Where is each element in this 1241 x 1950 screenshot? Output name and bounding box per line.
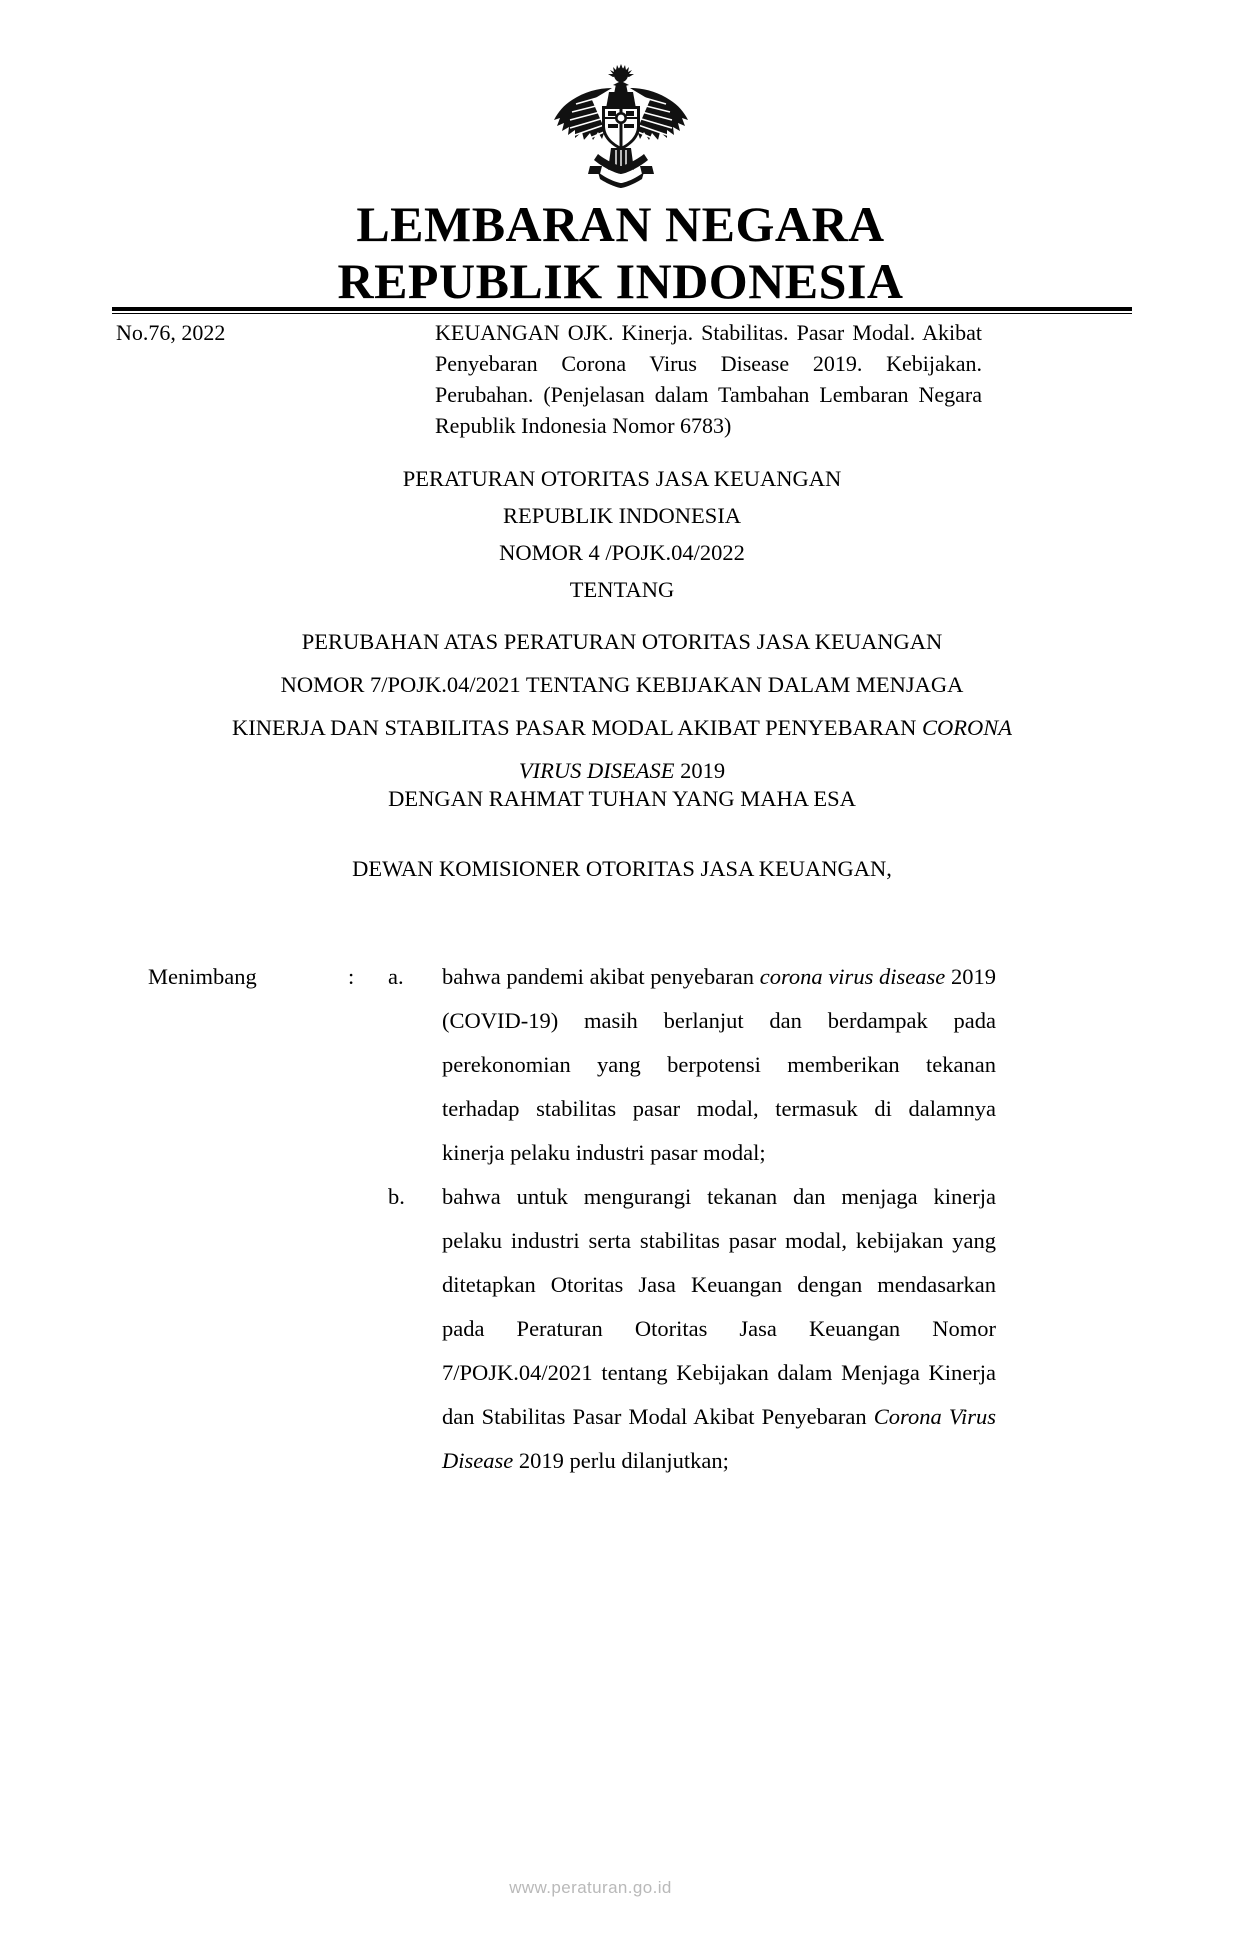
- subject-line-4-plain: 2019: [674, 758, 726, 783]
- footer-watermark-text: www.peraturan.go.id: [509, 1878, 672, 1897]
- considerations-label: Menimbang: [148, 964, 257, 989]
- consideration-b-part-1: bahwa untuk mengurangi tekanan dan menjaga kinerja pelaku industri serta stabilitas pasar modal, kebijakan yang ditetapkan Otoritas Jasa Keuangan dengan mendasarkan pada Peraturan Otoritas Jasa Keuangan Nomor 7/POJK.04/2021 tentang Kebijakan dalam Menjaga Kinerja dan Stabilitas Pasar Modal Akibat Penyebaran: [442, 1184, 996, 1429]
- consideration-marker-a: a.: [388, 964, 404, 989]
- gazette-abstract: KEUANGAN OJK. Kinerja. Stabilitas. Pasar Modal. Akibat Penyebaran Corona Virus Disease 2019. Kebijakan. Perubahan. (Penjelasan dalam Tambahan Lembaran Negara Republik Indonesia Nomor 6783): [435, 320, 982, 438]
- subject-line-3: [112, 706, 1132, 749]
- consideration-text-b: [442, 1175, 996, 1483]
- gazette-number: No.76, 2022: [116, 320, 226, 345]
- considerations-colon: :: [348, 964, 355, 989]
- subject-line-4-italic: VIRUS DISEASE: [518, 758, 675, 783]
- regulation-subject: [112, 620, 1132, 792]
- title-tentang: TENTANG: [569, 577, 675, 602]
- invocation-line-1: DENGAN RAHMAT TUHAN YANG MAHA ESA: [388, 786, 856, 811]
- masthead-line-2: REPUBLIK INDONESIA: [337, 253, 904, 309]
- masthead-line-1: LEMBARAN NEGARA: [356, 196, 885, 252]
- consideration-item-b: [112, 1175, 1132, 1483]
- masthead-divider: [112, 307, 1132, 314]
- subject-line-3-plain: KINERJA DAN STABILITAS PASAR MODAL AKIBAT PENYEBARAN: [231, 715, 922, 740]
- subject-line-3-italic: CORONA: [922, 715, 1012, 740]
- garuda-pancasila-emblem: [546, 62, 696, 190]
- subject-line-1: PERUBAHAN ATAS PERATURAN OTORITAS JASA KEUANGAN: [301, 629, 943, 654]
- consideration-text-a: [442, 955, 996, 1175]
- regulation-title-block: [112, 460, 1132, 792]
- page-title: [0, 196, 1241, 310]
- consideration-b-part-2: 2019 perlu dilanjutkan;: [513, 1448, 729, 1473]
- consideration-a-part-2: 2019 (COVID-19) masih berlanjut dan berdampak pada perekonomian yang berpotensi memberikan tekanan terhadap stabilitas pasar modal, termasuk di dalamnya kinerja pelaku industri pasar modal;: [442, 964, 996, 1165]
- subject-line-2: NOMOR 7/POJK.04/2021 TENTANG KEBIJAKAN DALAM MENJAGA: [280, 672, 964, 697]
- emblem-container: [0, 62, 1241, 195]
- title-line-2: REPUBLIK INDONESIA: [502, 503, 742, 528]
- footer-watermark: [0, 1878, 1241, 1898]
- consideration-b-italic-1: Corona Virus Disease: [442, 1404, 996, 1473]
- consideration-a-part-1: bahwa pandemi akibat penyebaran: [442, 964, 760, 989]
- title-line-1: PERATURAN OTORITAS JASA KEUANGAN: [402, 466, 842, 491]
- invocation-line-2: DEWAN KOMISIONER OTORITAS JASA KEUANGAN,: [352, 856, 892, 881]
- consideration-marker-b: b.: [388, 1184, 405, 1209]
- considerations-section: [112, 955, 1132, 1483]
- consideration-a-italic-1: corona virus disease: [759, 964, 946, 989]
- invocation-spacer: [112, 817, 1132, 850]
- invocation-block: [112, 780, 1132, 887]
- title-number: NOMOR 4 /POJK.04/2022: [499, 540, 745, 565]
- consideration-item-a: [112, 955, 1132, 1175]
